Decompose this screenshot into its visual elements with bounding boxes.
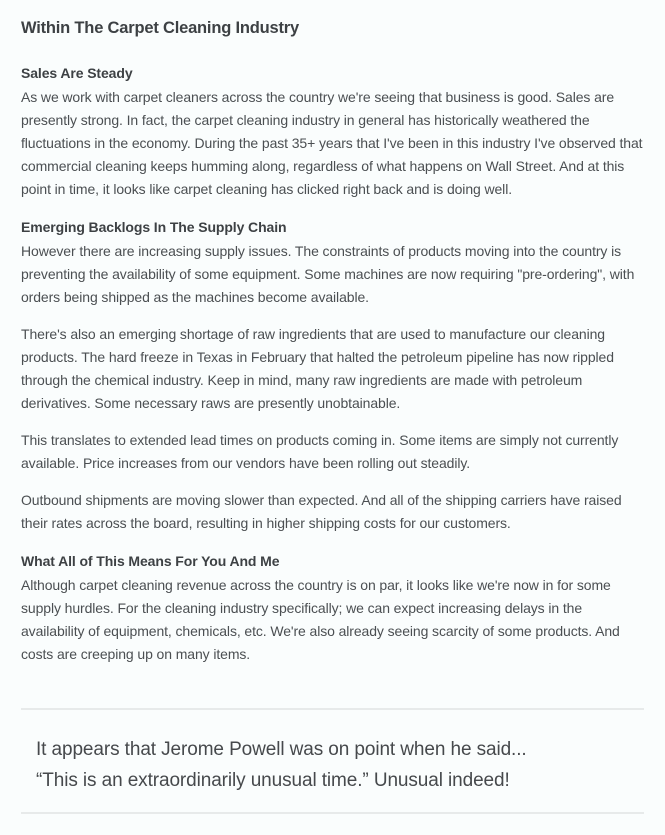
quote-line-2: “This is an extraordinarily unusual time.” Unusual indeed!: [36, 770, 510, 791]
section-sales-are-steady: [21, 64, 644, 201]
page-title: Within The Carpet Cleaning Industry: [21, 19, 299, 37]
quote-block: [36, 734, 644, 796]
section-heading: Sales Are Steady: [21, 65, 133, 81]
paragraph: As we work with carpet cleaners across the country we're seeing that business is good. Sales are presently strong. In fact, the carpet cleaning industry in general has historically weathered the fluctuations in the economy. During the past 35+ years that I've been in this industry I've observed that commercial cleaning keeps humming along, regardless of what happens on Wall Street. And at this point in time, it looks like carpet cleaning has clicked right back and is doing well.: [21, 89, 643, 197]
section-emerging-backlogs: [21, 218, 644, 535]
paragraph: Outbound shipments are moving slower than expected. And all of the shipping carriers have raised their rates across the board, resulting in higher shipping costs for our customers.: [21, 492, 622, 531]
divider-bottom: [21, 812, 644, 814]
paragraph: This translates to extended lead times on products coming in. Some items are simply not currently available. Price increases from our vendors have been rolling out steadily.: [21, 432, 619, 471]
section-what-this-means: [21, 552, 644, 666]
section-heading: What All of This Means For You And Me: [21, 553, 280, 569]
divider-top: [21, 708, 644, 710]
section-heading: Emerging Backlogs In The Supply Chain: [21, 219, 287, 235]
paragraph: However there are increasing supply issues. The constraints of products moving into the country is preventing the availability of some equipment. Some machines are now requiring "pre-ordering", with orders being shipped as the machines become available.: [21, 243, 635, 305]
paragraph: There's also an emerging shortage of raw ingredients that are used to manufacture our cleaning products. The hard freeze in Texas in February that halted the petroleum pipeline has now rippled through the chemical industry. Keep in mind, many raw ingredients are made with petroleum derivatives. Some necessary raws are presently unobtainable.: [21, 326, 614, 411]
quote-line-1: It appears that Jerome Powell was on point when he said...: [36, 739, 527, 760]
paragraph: Although carpet cleaning revenue across the country is on par, it looks like we're now in for some supply hurdles. For the cleaning industry specifically; we can expect increasing delays in the availability of equipment, chemicals, etc. We're also already seeing scarcity of some products. And costs are creeping up on many items.: [21, 577, 620, 662]
